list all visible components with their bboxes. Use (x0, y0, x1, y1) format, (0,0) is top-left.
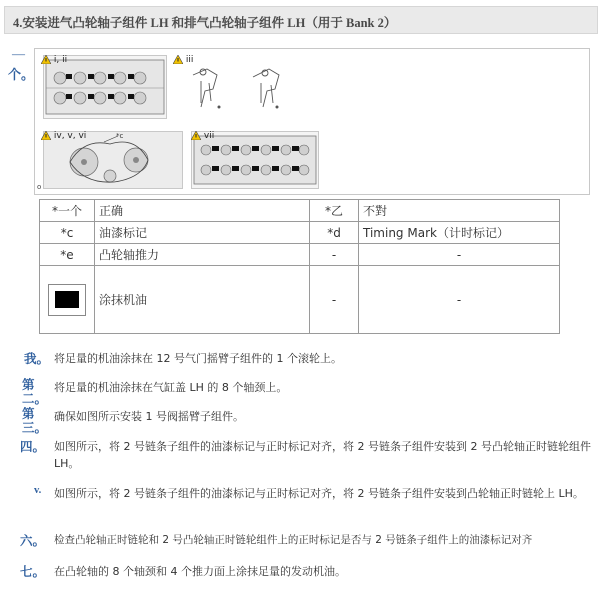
legend-code: *一个 (40, 200, 95, 222)
step-marker: 我。 (24, 352, 50, 366)
figure-i-ii-caption (41, 55, 67, 65)
legend-desc: 正确 (95, 200, 310, 222)
step-text: 如图所示，将 2 号链条子组件的油漆标记与正时标记对齐，将 2 号链条子组件安装到 2 号凸轮轴正时链轮组件 LH。 (54, 440, 591, 470)
legend-code: *e (40, 244, 95, 266)
figure-vii-label: vii (203, 131, 215, 141)
figure-circle-marker: o (37, 183, 42, 191)
figure-iv-v-vi-caption (41, 131, 86, 141)
step-marker: 第三。 (22, 407, 48, 435)
step-text: 在凸轮轴的 8 个轴颈和 4 个推力面上涂抹足量的发动机油。 (54, 565, 346, 578)
legend-desc: 油漆标记 (95, 222, 310, 244)
step-text: 检查凸轮轴正时链轮和 2 号凸轮轴正时链轮组件上的正时标记是否与 2 号链条子组件上的油漆标记对齐 (54, 534, 533, 546)
figure-iv-v-vi-label: iv, v, vi (53, 131, 87, 141)
section-header (4, 6, 598, 34)
table-row (40, 222, 560, 244)
oil-swatch-frame (48, 284, 86, 316)
legend-table (39, 199, 560, 334)
legend-symbol-cell (40, 266, 95, 334)
figure-iii-caption (173, 55, 193, 65)
section-title: 4.安装进气凸轮轴子组件 LH 和排气凸轮轴子组件 LH（用于 Bank 2） (13, 16, 397, 30)
legend-desc: Timing Mark（计时标记） (359, 222, 560, 244)
figure-i-ii-label: i, ii (53, 55, 68, 65)
warning-icon (191, 131, 201, 140)
legend-code: *乙 (310, 200, 359, 222)
table-row (40, 266, 560, 334)
step-text: 将足量的机油涂抹在气缸盖 LH 的 8 个轴颈上。 (54, 381, 288, 394)
step-marker: 七。 (20, 565, 46, 579)
figure-vii-caption (191, 131, 214, 141)
legend-code: - (310, 266, 359, 334)
step-text: 确保如图所示安装 1 号阀摇臂子组件。 (54, 410, 244, 423)
legend-desc: 涂抹机油 (95, 266, 310, 334)
warning-icon (173, 55, 183, 64)
table-row (40, 244, 560, 266)
legend-desc: - (359, 244, 560, 266)
figure-iii-label: iii (185, 55, 194, 65)
figure-star-c-label: *c (116, 132, 124, 140)
table-row (40, 200, 560, 222)
step-marker: 六。 (20, 534, 46, 548)
step-one-marker: 个。 (8, 67, 35, 82)
legend-desc: 凸轮轴推力 (95, 244, 310, 266)
illustration-panel (34, 48, 590, 195)
legend-code: - (310, 244, 359, 266)
legend-code: *c (40, 222, 95, 244)
legend-desc: - (359, 266, 560, 334)
step-text: 如图所示，将 2 号链条子组件的油漆标记与正时标记对齐，将 2 号链条子组件安装到凸轮轴正时链轮上 LH。 (54, 487, 584, 500)
step-text: 将足量的机油涂抹在 12 号气门摇臂子组件的 1 个滚轮上。 (54, 352, 342, 365)
legend-desc: 不對 (359, 200, 560, 222)
warning-icon (41, 131, 51, 140)
step-marker: 第二。 (22, 378, 48, 406)
legend-code: *d (310, 222, 359, 244)
cylinder-head-top-illustration (44, 56, 166, 118)
step-marker: v. (34, 485, 42, 496)
warning-icon (41, 55, 51, 64)
oil-apply-icon (55, 291, 79, 308)
step-one-dash: — (12, 46, 25, 61)
step-marker: 四。 (20, 440, 46, 454)
